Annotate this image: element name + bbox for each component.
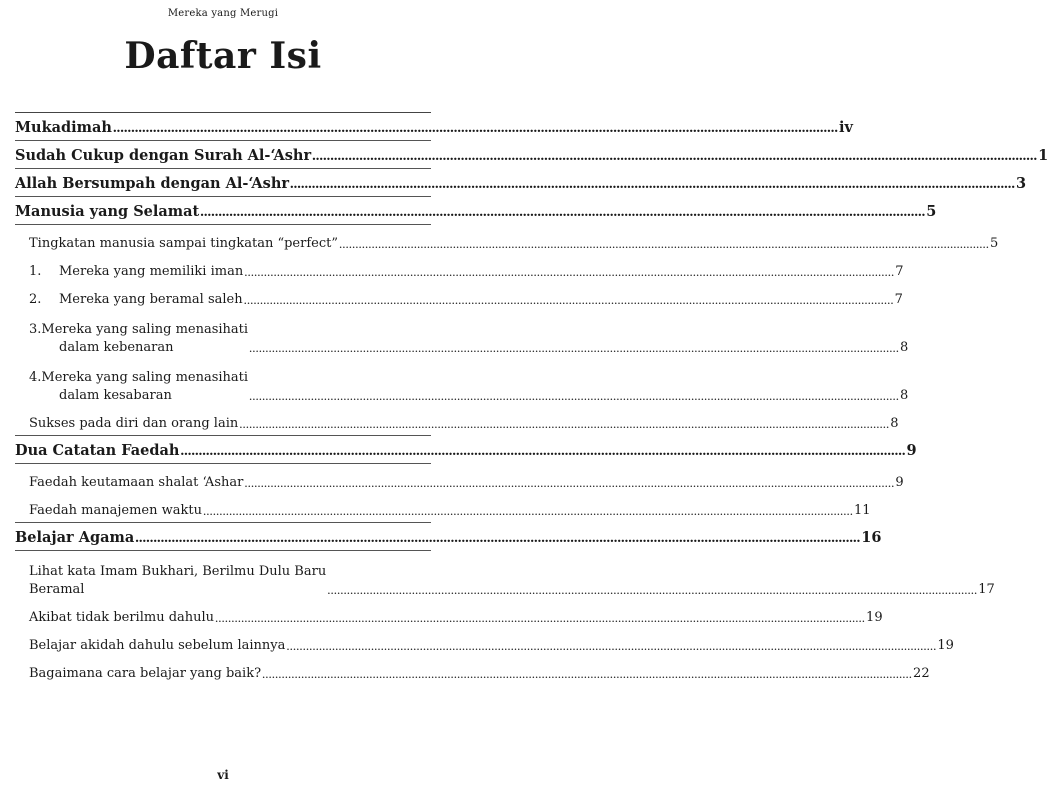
page-number: vi: [217, 768, 229, 782]
running-head: Mereka yang Merugi: [167, 8, 279, 19]
toc-entry-page: 11: [853, 503, 871, 518]
dot-leader: ........................................................................................................................................................................................................: [312, 148, 1038, 164]
dot-leader: ........................................................................................................................................................................................................: [200, 204, 926, 220]
toc-entry-page: 9: [895, 475, 904, 490]
toc-entry-page: 7: [894, 292, 903, 307]
toc-entry-title: Sukses pada diri dan orang lain: [29, 416, 239, 431]
toc-entry-shalat-ashar[interactable]: [15, 464, 904, 492]
toc-entry-number: 2.: [29, 292, 42, 307]
toc-entry-title: Akibat tidak berilmu dahulu: [29, 610, 215, 625]
dot-leader: ........................................................................................................................................................................................................: [244, 264, 895, 279]
toc-entry-cara-belajar[interactable]: [15, 655, 930, 683]
toc-entry-title: Bagaimana cara belajar yang baik?: [29, 666, 262, 681]
toc-entry-page: 5: [990, 236, 999, 251]
toc-entry-manajemen-waktu[interactable]: [15, 492, 871, 520]
toc-entry-number: 3.: [29, 322, 42, 337]
toc-entry-number: 1.: [29, 264, 42, 279]
toc-entry-title: Faedah keutamaan shalat ‘Ashar: [29, 475, 244, 490]
dot-leader: ........................................................................................................................................................................................................: [290, 176, 1015, 192]
toc-entry-title: Belajar akidah dahulu sebelum lainnya: [29, 638, 286, 653]
toc-entry-imam-bukhari[interactable]: [15, 551, 995, 599]
table-of-contents: [15, 112, 1048, 683]
toc-entry-title: Mukadimah: [15, 119, 112, 136]
toc-entry-kesabaran[interactable]: [15, 357, 909, 405]
toc-entry-sukses[interactable]: [15, 405, 899, 433]
toc-entry-title: Lihat kata Imam Bukhari, Berilmu Dulu Baru: [29, 564, 327, 579]
dot-leader: ........................................................................................................................................................................................................: [202, 503, 853, 518]
toc-entry-page: 8: [900, 340, 909, 355]
toc-entry-title: Mereka yang memiliki iman: [59, 264, 244, 279]
toc-entry-page: iv: [838, 119, 853, 136]
dot-leader: ........................................................................................................................................................................................................: [286, 638, 937, 653]
toc-entry-tingkatan[interactable]: [15, 225, 999, 253]
toc-entry-title: Mereka yang beramal saleh: [59, 292, 243, 307]
toc-entry-akidah[interactable]: [15, 627, 954, 655]
toc-entry-page: 22: [913, 666, 930, 681]
toc-entry-page: 1: [1038, 147, 1048, 164]
dot-leader: ........................................................................................................................................................................................................: [244, 475, 895, 490]
dot-leader: ........................................................................................................................................................................................................: [327, 582, 978, 597]
toc-entry-mukadimah[interactable]: [15, 113, 853, 138]
toc-entry-title: Tingkatan manusia sampai tingkatan “perfect”: [29, 236, 338, 251]
page-title: Daftar Isi: [124, 35, 322, 77]
toc-entry-title: Dua Catatan Faedah: [15, 442, 180, 459]
toc-entry-page: 8: [890, 416, 899, 431]
toc-entry-title: Allah Bersumpah dengan Al-‘Ashr: [15, 175, 289, 192]
toc-entry-akibat[interactable]: [15, 599, 883, 627]
toc-entry-manusia-selamat[interactable]: [15, 197, 937, 222]
dot-leader: ........................................................................................................................................................................................................: [239, 416, 890, 431]
toc-entry-allah-bersumpah[interactable]: [15, 169, 1027, 194]
toc-entry-page: 17: [978, 582, 995, 597]
toc-entry-page: 7: [895, 264, 904, 279]
toc-entry-title-continued: Beramal: [29, 582, 85, 597]
toc-entry-page: 16: [861, 529, 882, 546]
dot-leader: ........................................................................................................................................................................................................: [249, 388, 900, 403]
dot-leader: ........................................................................................................................................................................................................: [112, 120, 838, 136]
toc-entry-title: Mereka yang saling menasihati: [41, 322, 249, 337]
dot-leader: ........................................................................................................................................................................................................: [180, 443, 906, 459]
toc-entry-page: 9: [906, 442, 917, 459]
toc-entry-title: Faedah manajemen waktu: [29, 503, 202, 518]
dot-leader: ........................................................................................................................................................................................................: [135, 530, 861, 546]
dot-leader: ........................................................................................................................................................................................................: [249, 340, 900, 355]
dot-leader: ........................................................................................................................................................................................................: [243, 292, 894, 307]
toc-entry-title: Belajar Agama: [15, 529, 135, 546]
toc-entry-iman[interactable]: [15, 253, 904, 281]
toc-entry-title: Sudah Cukup dengan Surah Al-‘Ashr: [15, 147, 312, 164]
toc-entry-page: 3: [1016, 175, 1027, 192]
toc-entry-page: 19: [866, 610, 883, 625]
toc-entry-sudah-cukup[interactable]: [15, 141, 1048, 166]
toc-entry-number: 4.: [29, 370, 42, 385]
toc-entry-page: 19: [937, 638, 954, 653]
toc-entry-page: 8: [900, 388, 909, 403]
toc-entry-title-continued: dalam kebenaran: [59, 340, 174, 355]
dot-leader: ........................................................................................................................................................................................................: [215, 610, 866, 625]
toc-entry-title: Mereka yang saling menasihati: [41, 370, 249, 385]
toc-entry-page: 5: [926, 203, 937, 220]
toc-entry-amal-saleh[interactable]: [15, 281, 903, 309]
dot-leader: ........................................................................................................................................................................................................: [262, 666, 913, 681]
toc-entry-belajar-agama[interactable]: [15, 523, 882, 548]
toc-entry-title: Manusia yang Selamat: [15, 203, 200, 220]
dot-leader: ........................................................................................................................................................................................................: [339, 236, 989, 251]
toc-entry-dua-catatan[interactable]: [15, 436, 917, 461]
toc-entry-title-continued: dalam kesabaran: [59, 388, 172, 403]
toc-entry-kebenaran[interactable]: [15, 309, 909, 357]
